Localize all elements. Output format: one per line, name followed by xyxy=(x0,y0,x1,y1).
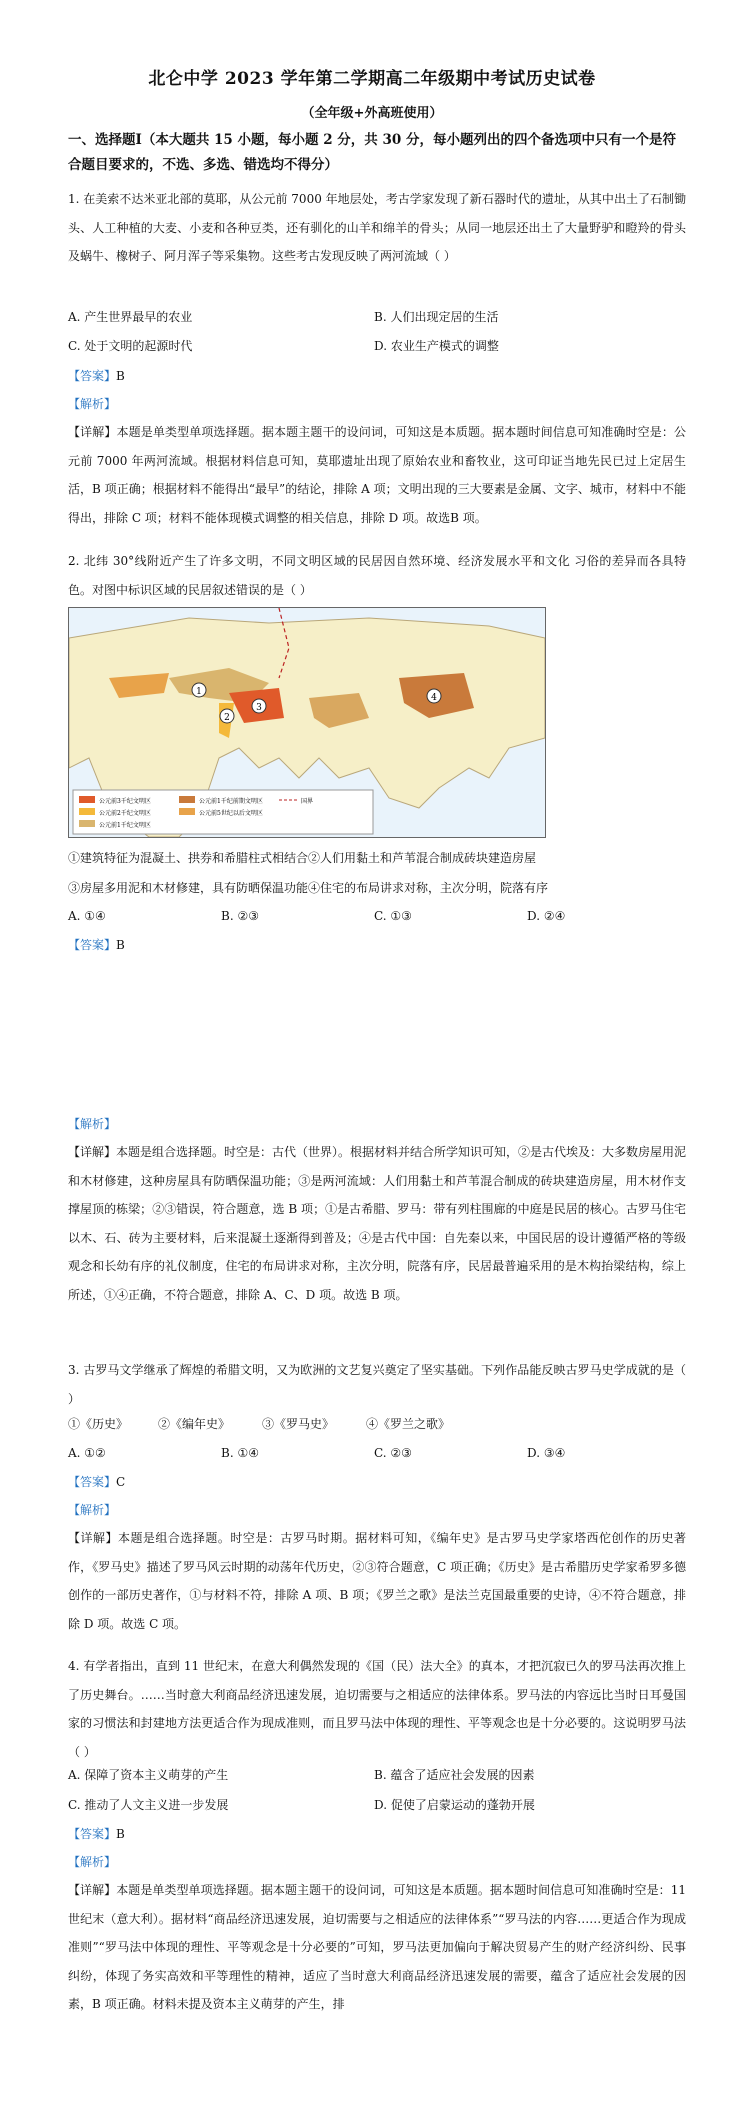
q4-detail: 【详解】本题是单类型单项选择题。据本题主题干的设问词，可知这是本质题。据本题时间信息可知准确时空是：11 世纪末（意大利）。据材料“商品经济迅速发展，迫切需要与之相适应的法律体系”“罗马法的内容……更适合作为现成准则”“罗马法中体现的理性、平等观念是十分必要的”可知，罗马法更加偏向于解决贸易产生的财产经济纠纷、民事纠纷，体现了务实高效和平等理性的精神，适应了当时意大利商品经济迅速发展的需要，蕴含了适应社会发展的因素，B 项正确。材料未提及资本主义萌芽的产生，排 xyxy=(68,1883,686,2011)
answer-value: B xyxy=(116,1827,125,1841)
q2-detail: 【详解】本题是组合选择题。时空是：古代（世界）。根据材料并结合所学知识可知，②是古代埃及：大多数房屋用泥和木材修建，这种房屋具有防晒保温功能；③是两河流域：人们用黏土和芦苇混合制成的砖块建造房屋，用木材作支撑屋顶的栋梁；②③错误，符合题意，选 B 项；①是古希腊、罗马：带有列柱围廊的中庭是民居的核心。古罗马住宅以木、石、砖为主要材料，后来混凝土逐渐得到普及；④是古代中国：自先秦以来，中国民居的设计遵循严格的等级观念和长幼有序的礼仪制度，住宅的布局讲求对称，主次分明，院落有序，民居最普遍采用的是木构抬梁结构，综上所述，①④正确，不符合题意，排除 A、C、D 项。故选 B 项。 xyxy=(68,1145,687,1302)
answer-label: 【答案】 xyxy=(68,1475,117,1489)
q3-answer xyxy=(68,1472,125,1492)
q4-option-c: C. 推动了人文主义进一步发展 xyxy=(68,1798,229,1812)
legend-swatch-4 xyxy=(179,796,195,803)
answer-value: C xyxy=(116,1475,126,1489)
q3-work-1: ①《历史》 xyxy=(68,1417,129,1431)
q2-statement-1: ①建筑特征为混凝土、拱券和希腊柱式相结合②人们用黏土和芦苇混合制成砖块建造房屋 xyxy=(68,851,537,865)
page-subtitle: （全年级+外高班使用） xyxy=(301,106,443,121)
q3-analysis-label: 【解析】 xyxy=(68,1503,117,1517)
answer-value: B xyxy=(116,938,125,952)
q2-option-d: D. ②④ xyxy=(527,909,566,923)
q1-option-b: B. 人们出现定居的生活 xyxy=(374,310,499,324)
q3-option-c: C. ②③ xyxy=(374,1446,412,1460)
q1-option-d: D. 农业生产模式的调整 xyxy=(374,339,499,353)
q3-work-3: ③《罗马史》 xyxy=(262,1417,335,1431)
q1-answer xyxy=(68,366,125,386)
q1-option-a: A. 产生世界最早的农业 xyxy=(68,310,193,324)
legend-swatch-3 xyxy=(79,820,95,827)
answer-value: B xyxy=(116,369,125,383)
q2-statement-2: ③房屋多用泥和木材修建，具有防晒保温功能④住宅的布局讲求对称，主次分明，院落有序 xyxy=(68,881,549,895)
q3-work-4: ④《罗兰之歌》 xyxy=(366,1417,451,1431)
q1-detail: 【详解】本题是单类型单项选择题。据本题主题干的设问词，可知这是本质题。据本题时间信息可知准确时空是：公元前 7000 年两河流域。根据材料信息可知，莫耶遗址出现了原始农业和畜牧业，这可印证当地先民已过上定居生活，B 项正确；根据材料不能得出“最早”的结论，排除 A 项；文明出现的三大要素是金属、文字、城市，材料中不能得出，排除 C 项；材料不能体现模式调整的相关信息，排除 D 项。故选B 项。 xyxy=(68,425,686,525)
q3-option-a: A. ①② xyxy=(68,1446,106,1460)
q4-analysis-label: 【解析】 xyxy=(68,1855,117,1869)
q3-work-2: ②《编年史》 xyxy=(158,1417,231,1431)
section-heading: 一、选择题Ⅰ（本大题共 15 小题，每小题 2 分，共 30 分，每小题列出的四个备选项中只有一个是符合题目要求的，不选、多选、错选均不得分） xyxy=(68,132,676,173)
q1-stem: 1. 在美索不达米亚北部的莫耶，从公元前 7000 年地层处，考古学家发现了新石器时代的遗址，从其中出土了石制锄头、人工种植的大麦、小麦和各种豆类，还有驯化的山羊和绵羊的骨头；从同一地层还出土了大量野驴和瞪羚的骨头及蜗牛、橡树子、阿月浑子等采集物。这些考古发现反映了两河流域（ ） xyxy=(68,192,686,263)
q3-option-b: B. ①④ xyxy=(221,1446,259,1460)
map-marker-3-label: 3 xyxy=(256,703,262,713)
world-civilization-map xyxy=(68,607,546,838)
q2-option-b: B. ②③ xyxy=(221,909,259,923)
q4-answer xyxy=(68,1824,125,1844)
legend-label-1: 公元前3千纪文明区 xyxy=(99,798,151,805)
legend-label-4: 公元前1千纪前期文明区 xyxy=(199,798,263,805)
q4-option-b: B. 蕴含了适应社会发展的因素 xyxy=(374,1768,535,1782)
legend-label-3: 公元前1千纪文明区 xyxy=(99,822,151,829)
legend-swatch-1 xyxy=(79,796,95,803)
legend-label-6: 国界 xyxy=(301,798,314,805)
q1-option-c: C. 处于文明的起源时代 xyxy=(68,339,193,353)
q4-option-d: D. 促使了启蒙运动的蓬勃开展 xyxy=(374,1798,535,1812)
page-title: 北仑中学 2023 学年第二学期高二年级期中考试历史试卷 xyxy=(148,69,596,89)
answer-label: 【答案】 xyxy=(68,938,117,952)
q2-option-c: C. ①③ xyxy=(374,909,412,923)
q3-option-d: D. ③④ xyxy=(527,1446,566,1460)
q4-option-a: A. 保障了资本主义萌芽的产生 xyxy=(68,1768,229,1782)
map-marker-4-label: 4 xyxy=(431,693,437,703)
legend-swatch-2 xyxy=(79,808,95,815)
q1-analysis-label: 【解析】 xyxy=(68,397,117,411)
q3-detail: 【详解】本题是组合选择题。时空是：古罗马时期。据材料可知，《编年史》是古罗马史学家塔西佗创作的历史著作，《罗马史》描述了罗马风云时期的动荡年代历史，②③符合题意，C 项正确；《历史》是古希腊历史学家希罗多德创作的一部历史著作，①与材料不符，排除 A 项、B 项；《罗兰之歌》是法兰克国最重要的史诗，④不符合题意，排除 D 项。故选 C 项。 xyxy=(68,1531,686,1631)
q2-option-a: A. ①④ xyxy=(68,909,106,923)
q3-stem: 3. 古罗马文学继承了辉煌的希腊文明，又为欧洲的文艺复兴奠定了坚实基础。下列作品能反映古罗马史学成就的是（ ） xyxy=(68,1363,686,1406)
map-marker-1-label: 1 xyxy=(196,687,202,697)
q4-stem: 4. 有学者指出，直到 11 世纪末，在意大利偶然发现的《国（民）法大全》的真本，才把沉寂已久的罗马法再次推上了历史舞台。……当时意大利商品经济迅速发展，迫切需要与之相适应的法律体系。罗马法的内容远比当时日耳曼国家的习惯法和封建地方法更适合作为现成准则，而且罗马法中体现的理性、平等观念也是十分必要的。这说明罗马法（ ） xyxy=(68,1659,686,1759)
answer-label: 【答案】 xyxy=(68,1827,117,1841)
answer-label: 【答案】 xyxy=(68,369,117,383)
legend-label-2: 公元前2千纪文明区 xyxy=(99,810,151,817)
q2-answer xyxy=(68,935,125,955)
q2-analysis-label: 【解析】 xyxy=(68,1117,117,1131)
legend-swatch-5 xyxy=(179,808,195,815)
map-marker-2-label: 2 xyxy=(224,713,230,723)
q2-stem: 2. 北纬 30°线附近产生了许多文明，不同文明区域的民居因自然环境、经济发展水平和文化 习俗的差异而各具特色。对图中标识区域的民居叙述错误的是（ ） xyxy=(68,554,686,597)
legend-label-5: 公元前5世纪以后文明区 xyxy=(199,810,263,817)
